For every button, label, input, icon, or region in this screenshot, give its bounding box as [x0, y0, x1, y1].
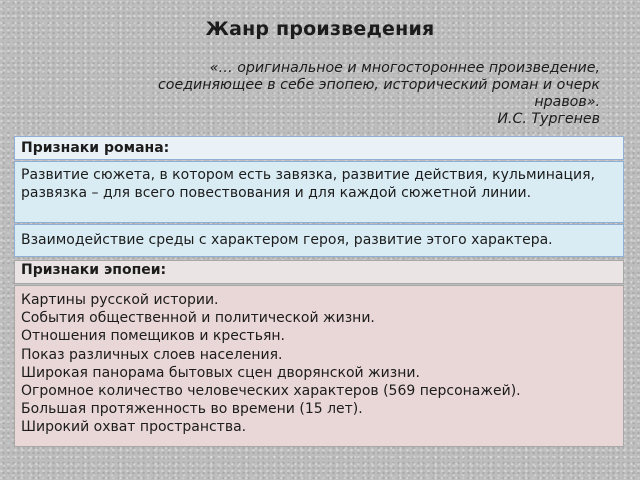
epigraph-quote — [80, 60, 600, 128]
roman-feature-plot: Развитие сюжета, в котором есть завязка, развитие действия, кульминация, развязка – для всего повествования и для каждой сюжетной линии. — [14, 161, 624, 223]
list-item: Большая протяженность во времени (15 лет). — [21, 401, 363, 418]
list-item: Картины русской истории. — [21, 292, 219, 308]
quote-line: нравов». — [534, 94, 600, 110]
epos-features-list — [14, 285, 624, 447]
roman-features-header: Признаки романа: — [14, 136, 624, 160]
quote-line: «… оригинальное и многостороннее произведение, — [209, 60, 600, 76]
list-item: Показ различных слоев населения. — [21, 346, 283, 363]
quote-author: И.С. Тургенев — [497, 111, 600, 127]
list-item: Отношения помещиков и крестьян. — [21, 328, 285, 345]
list-item: Широкий охват пространства. — [21, 419, 247, 436]
slide-title: Жанр произведения — [205, 18, 435, 40]
roman-feature-character: Взаимодействие среды с характером героя, развитие этого характера. — [14, 224, 624, 257]
quote-line: соединяющее в себе эпопею, исторический роман и очерк — [157, 77, 600, 93]
list-item: Огромное количество человеческих характеров (569 персонажей). — [21, 383, 521, 400]
epos-features-header: Признаки эпопеи: — [14, 260, 624, 284]
list-item: События общественной и политической жизни. — [21, 310, 375, 327]
list-item: Широкая панорама бытовых сцен дворянской жизни. — [21, 364, 420, 381]
